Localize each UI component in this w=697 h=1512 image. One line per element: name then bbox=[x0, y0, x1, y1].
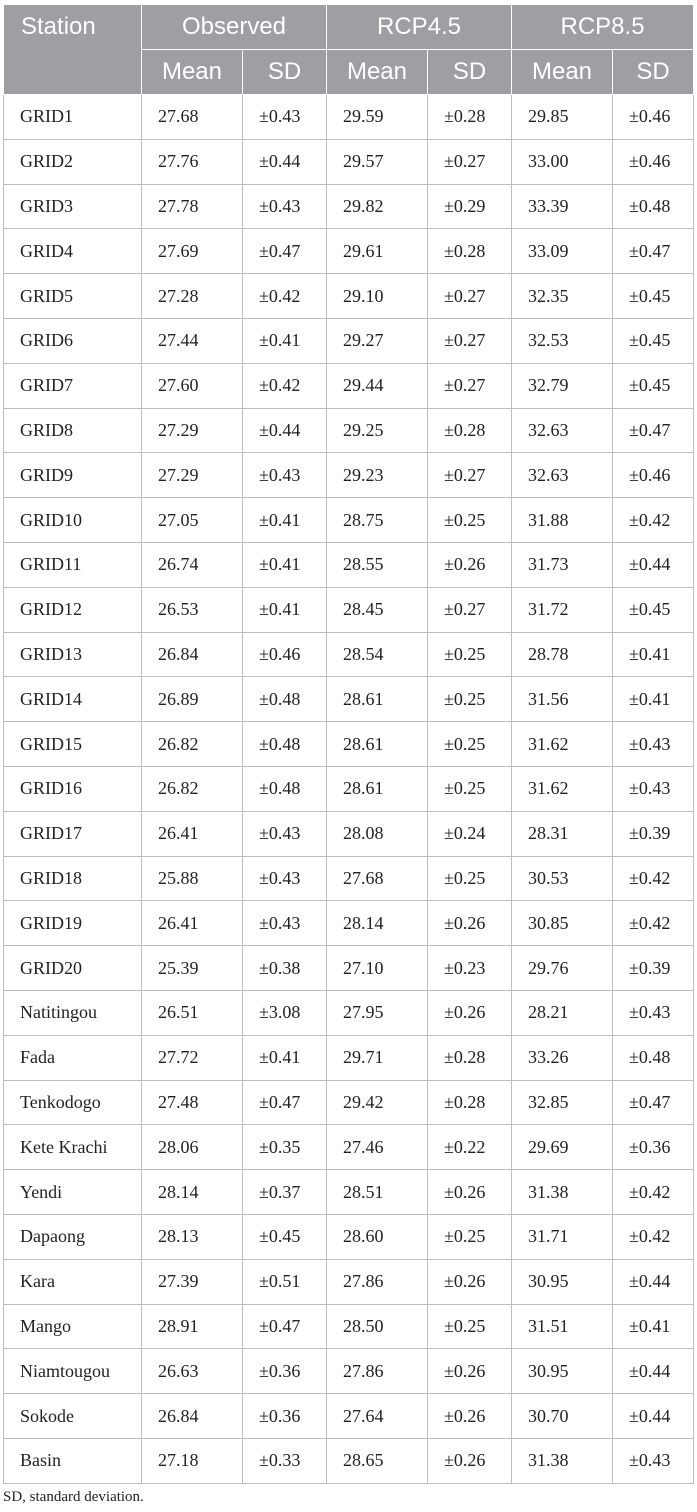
station-cell: GRID18 bbox=[4, 856, 142, 901]
rcp45-sd-cell: ±0.25 bbox=[428, 498, 512, 543]
table-row bbox=[4, 1259, 694, 1304]
rcp45-sd-cell: ±0.26 bbox=[428, 1394, 512, 1439]
rcp85-sd-cell: ±0.47 bbox=[613, 1080, 694, 1125]
observed-sd-cell: ±0.41 bbox=[243, 1035, 327, 1080]
rcp85-mean-cell: 33.39 bbox=[512, 184, 613, 229]
table-row bbox=[4, 1438, 694, 1483]
table-row bbox=[4, 498, 694, 543]
observed-sd-cell: ±0.48 bbox=[243, 722, 327, 767]
station-cell: GRID4 bbox=[4, 229, 142, 274]
rcp85-sd-cell: ±0.48 bbox=[613, 184, 694, 229]
station-cell: Tenkodogo bbox=[4, 1080, 142, 1125]
rcp45-mean-cell: 28.61 bbox=[327, 722, 428, 767]
observed-sd-cell: ±0.47 bbox=[243, 1304, 327, 1349]
rcp85-mean-cell: 28.78 bbox=[512, 632, 613, 677]
data-table bbox=[3, 4, 694, 1484]
rcp85-mean-cell: 32.63 bbox=[512, 408, 613, 453]
rcp85-sd-cell: ±0.46 bbox=[613, 95, 694, 140]
rcp85-mean-cell: 31.73 bbox=[512, 542, 613, 587]
rcp45-sd-cell: ±0.26 bbox=[428, 901, 512, 946]
observed-mean-cell: 27.48 bbox=[142, 1080, 243, 1125]
rcp85-mean-cell: 29.69 bbox=[512, 1125, 613, 1170]
observed-mean-cell: 27.29 bbox=[142, 453, 243, 498]
rcp85-sd-cell: ±0.42 bbox=[613, 856, 694, 901]
rcp85-sd-cell: ±0.45 bbox=[613, 363, 694, 408]
station-cell: GRID16 bbox=[4, 766, 142, 811]
rcp85-mean-cell: 31.56 bbox=[512, 677, 613, 722]
rcp45-group-header: RCP4.5 bbox=[327, 5, 512, 50]
table-row bbox=[4, 95, 694, 140]
station-cell: GRID3 bbox=[4, 184, 142, 229]
observed-mean-cell: 27.39 bbox=[142, 1259, 243, 1304]
rcp45-sd-cell: ±0.28 bbox=[428, 1035, 512, 1080]
rcp85-sd-cell: ±0.48 bbox=[613, 1035, 694, 1080]
rcp45-sd-cell: ±0.28 bbox=[428, 408, 512, 453]
table-footnote: SD, standard deviation. bbox=[3, 1489, 144, 1505]
station-cell: GRID20 bbox=[4, 946, 142, 991]
rcp45-mean-cell: 28.51 bbox=[327, 1170, 428, 1215]
rcp85-sd-cell: ±0.44 bbox=[613, 542, 694, 587]
table-row bbox=[4, 318, 694, 363]
rcp85-sd-cell: ±0.39 bbox=[613, 811, 694, 856]
observed-sd-cell: ±0.47 bbox=[243, 229, 327, 274]
rcp85-mean-cell: 31.38 bbox=[512, 1438, 613, 1483]
table-row bbox=[4, 363, 694, 408]
rcp85-sd-cell: ±0.45 bbox=[613, 274, 694, 319]
observed-mean-cell: 28.13 bbox=[142, 1214, 243, 1259]
rcp45-sd-cell: ±0.26 bbox=[428, 1170, 512, 1215]
rcp45-sd-cell: ±0.27 bbox=[428, 587, 512, 632]
observed-mean-cell: 26.51 bbox=[142, 990, 243, 1035]
rcp85-mean-cell: 29.76 bbox=[512, 946, 613, 991]
rcp85-mean-cell: 31.51 bbox=[512, 1304, 613, 1349]
observed-sd-cell: ±0.51 bbox=[243, 1259, 327, 1304]
observed-sd-cell: ±0.43 bbox=[243, 453, 327, 498]
rcp85-mean-cell: 30.70 bbox=[512, 1394, 613, 1439]
rcp85-sd-cell: ±0.46 bbox=[613, 453, 694, 498]
rcp85-mean-cell: 30.53 bbox=[512, 856, 613, 901]
station-cell: Niamtougou bbox=[4, 1349, 142, 1394]
table-row bbox=[4, 1080, 694, 1125]
station-cell: GRID9 bbox=[4, 453, 142, 498]
rcp45-mean-cell: 29.27 bbox=[327, 318, 428, 363]
rcp85-sd-cell: ±0.43 bbox=[613, 1438, 694, 1483]
observed-sd-cell: ±0.41 bbox=[243, 542, 327, 587]
rcp85-sd-cell: ±0.47 bbox=[613, 408, 694, 453]
observed-mean-cell: 26.89 bbox=[142, 677, 243, 722]
observed-mean-cell: 27.76 bbox=[142, 139, 243, 184]
observed-mean-cell: 26.82 bbox=[142, 766, 243, 811]
rcp85-sd-cell: ±0.43 bbox=[613, 990, 694, 1035]
observed-sd-cell: ±3.08 bbox=[243, 990, 327, 1035]
table-row bbox=[4, 722, 694, 767]
rcp85-mean-cell: 32.53 bbox=[512, 318, 613, 363]
header-row-groups bbox=[4, 5, 694, 50]
rcp45-sd-cell: ±0.27 bbox=[428, 363, 512, 408]
rcp45-mean-cell: 29.42 bbox=[327, 1080, 428, 1125]
rcp45-sd-cell: ±0.26 bbox=[428, 542, 512, 587]
observed-sd-header: SD bbox=[243, 50, 327, 95]
station-cell: GRID11 bbox=[4, 542, 142, 587]
table-row bbox=[4, 946, 694, 991]
station-cell: Kara bbox=[4, 1259, 142, 1304]
observed-sd-cell: ±0.42 bbox=[243, 363, 327, 408]
observed-mean-cell: 26.63 bbox=[142, 1349, 243, 1394]
rcp85-mean-cell: 32.79 bbox=[512, 363, 613, 408]
rcp85-mean-cell: 31.38 bbox=[512, 1170, 613, 1215]
observed-group-header: Observed bbox=[142, 5, 327, 50]
table-row bbox=[4, 408, 694, 453]
rcp45-sd-cell: ±0.25 bbox=[428, 766, 512, 811]
rcp45-mean-cell: 28.45 bbox=[327, 587, 428, 632]
station-cell: Natitingou bbox=[4, 990, 142, 1035]
rcp45-sd-cell: ±0.25 bbox=[428, 1214, 512, 1259]
observed-mean-cell: 26.53 bbox=[142, 587, 243, 632]
rcp85-mean-cell: 30.95 bbox=[512, 1259, 613, 1304]
rcp45-mean-cell: 29.44 bbox=[327, 363, 428, 408]
rcp45-sd-cell: ±0.28 bbox=[428, 229, 512, 274]
observed-mean-cell: 27.28 bbox=[142, 274, 243, 319]
station-cell: GRID1 bbox=[4, 95, 142, 140]
rcp45-sd-cell: ±0.26 bbox=[428, 1259, 512, 1304]
table-body bbox=[4, 95, 694, 1484]
rcp45-mean-cell: 27.86 bbox=[327, 1259, 428, 1304]
rcp85-sd-cell: ±0.44 bbox=[613, 1259, 694, 1304]
rcp85-mean-cell: 30.85 bbox=[512, 901, 613, 946]
rcp85-mean-cell: 31.62 bbox=[512, 766, 613, 811]
rcp85-mean-cell: 32.63 bbox=[512, 453, 613, 498]
rcp45-mean-cell: 28.61 bbox=[327, 766, 428, 811]
rcp45-mean-cell: 27.64 bbox=[327, 1394, 428, 1439]
observed-sd-cell: ±0.43 bbox=[243, 95, 327, 140]
rcp45-sd-cell: ±0.28 bbox=[428, 1080, 512, 1125]
rcp85-sd-cell: ±0.42 bbox=[613, 1170, 694, 1215]
rcp45-mean-cell: 29.25 bbox=[327, 408, 428, 453]
rcp45-sd-cell: ±0.25 bbox=[428, 632, 512, 677]
rcp45-mean-cell: 27.10 bbox=[327, 946, 428, 991]
table-row bbox=[4, 184, 694, 229]
observed-sd-cell: ±0.43 bbox=[243, 811, 327, 856]
observed-sd-cell: ±0.44 bbox=[243, 408, 327, 453]
observed-sd-cell: ±0.47 bbox=[243, 1080, 327, 1125]
rcp45-mean-cell: 27.46 bbox=[327, 1125, 428, 1170]
table-row bbox=[4, 1170, 694, 1215]
rcp85-sd-cell: ±0.41 bbox=[613, 632, 694, 677]
observed-mean-cell: 27.18 bbox=[142, 1438, 243, 1483]
rcp85-sd-cell: ±0.44 bbox=[613, 1349, 694, 1394]
rcp45-sd-cell: ±0.25 bbox=[428, 856, 512, 901]
observed-sd-cell: ±0.36 bbox=[243, 1349, 327, 1394]
table-row bbox=[4, 990, 694, 1035]
rcp45-mean-cell: 28.14 bbox=[327, 901, 428, 946]
observed-mean-cell: 27.72 bbox=[142, 1035, 243, 1080]
table-row bbox=[4, 811, 694, 856]
rcp85-sd-cell: ±0.47 bbox=[613, 229, 694, 274]
observed-mean-cell: 28.91 bbox=[142, 1304, 243, 1349]
rcp85-mean-header: Mean bbox=[512, 50, 613, 95]
rcp45-sd-cell: ±0.25 bbox=[428, 677, 512, 722]
station-cell: GRID19 bbox=[4, 901, 142, 946]
rcp85-mean-cell: 33.09 bbox=[512, 229, 613, 274]
rcp85-mean-cell: 29.85 bbox=[512, 95, 613, 140]
observed-mean-cell: 27.29 bbox=[142, 408, 243, 453]
observed-sd-cell: ±0.45 bbox=[243, 1214, 327, 1259]
rcp45-sd-cell: ±0.24 bbox=[428, 811, 512, 856]
rcp45-mean-cell: 29.71 bbox=[327, 1035, 428, 1080]
table-row bbox=[4, 453, 694, 498]
observed-sd-cell: ±0.41 bbox=[243, 498, 327, 543]
rcp45-mean-cell: 28.61 bbox=[327, 677, 428, 722]
station-cell: GRID2 bbox=[4, 139, 142, 184]
table-row bbox=[4, 856, 694, 901]
rcp85-sd-cell: ±0.45 bbox=[613, 318, 694, 363]
rcp85-sd-cell: ±0.41 bbox=[613, 677, 694, 722]
table-row bbox=[4, 542, 694, 587]
rcp85-mean-cell: 31.62 bbox=[512, 722, 613, 767]
rcp45-sd-cell: ±0.27 bbox=[428, 139, 512, 184]
rcp45-sd-cell: ±0.23 bbox=[428, 946, 512, 991]
observed-sd-cell: ±0.33 bbox=[243, 1438, 327, 1483]
observed-mean-cell: 26.84 bbox=[142, 1394, 243, 1439]
rcp45-sd-cell: ±0.26 bbox=[428, 1349, 512, 1394]
station-cell: Basin bbox=[4, 1438, 142, 1483]
station-cell: Yendi bbox=[4, 1170, 142, 1215]
rcp85-sd-cell: ±0.43 bbox=[613, 722, 694, 767]
rcp45-mean-cell: 28.75 bbox=[327, 498, 428, 543]
rcp45-sd-cell: ±0.29 bbox=[428, 184, 512, 229]
station-cell: Dapaong bbox=[4, 1214, 142, 1259]
table-row bbox=[4, 1349, 694, 1394]
observed-sd-cell: ±0.43 bbox=[243, 901, 327, 946]
rcp45-mean-cell: 29.10 bbox=[327, 274, 428, 319]
station-cell: GRID5 bbox=[4, 274, 142, 319]
rcp45-mean-cell: 27.95 bbox=[327, 990, 428, 1035]
observed-sd-cell: ±0.41 bbox=[243, 587, 327, 632]
rcp85-sd-cell: ±0.39 bbox=[613, 946, 694, 991]
observed-mean-cell: 28.14 bbox=[142, 1170, 243, 1215]
station-cell: GRID6 bbox=[4, 318, 142, 363]
observed-sd-cell: ±0.44 bbox=[243, 139, 327, 184]
rcp85-sd-cell: ±0.42 bbox=[613, 1214, 694, 1259]
observed-sd-cell: ±0.46 bbox=[243, 632, 327, 677]
station-cell: GRID12 bbox=[4, 587, 142, 632]
observed-sd-cell: ±0.48 bbox=[243, 766, 327, 811]
table-row bbox=[4, 1214, 694, 1259]
rcp45-mean-cell: 29.82 bbox=[327, 184, 428, 229]
rcp45-mean-cell: 29.59 bbox=[327, 95, 428, 140]
station-cell: Mango bbox=[4, 1304, 142, 1349]
rcp45-sd-cell: ±0.27 bbox=[428, 274, 512, 319]
rcp85-mean-cell: 32.85 bbox=[512, 1080, 613, 1125]
observed-mean-cell: 26.41 bbox=[142, 811, 243, 856]
rcp85-sd-cell: ±0.43 bbox=[613, 766, 694, 811]
station-cell: GRID17 bbox=[4, 811, 142, 856]
table-row bbox=[4, 1035, 694, 1080]
rcp85-mean-cell: 28.21 bbox=[512, 990, 613, 1035]
table-row bbox=[4, 1125, 694, 1170]
table-row bbox=[4, 139, 694, 184]
rcp45-mean-cell: 28.54 bbox=[327, 632, 428, 677]
observed-mean-cell: 27.05 bbox=[142, 498, 243, 543]
rcp85-sd-cell: ±0.41 bbox=[613, 1304, 694, 1349]
table-row bbox=[4, 274, 694, 319]
rcp45-mean-cell: 27.86 bbox=[327, 1349, 428, 1394]
station-cell: Sokode bbox=[4, 1394, 142, 1439]
table-row bbox=[4, 229, 694, 274]
observed-sd-cell: ±0.36 bbox=[243, 1394, 327, 1439]
observed-sd-cell: ±0.43 bbox=[243, 856, 327, 901]
observed-mean-cell: 26.74 bbox=[142, 542, 243, 587]
rcp45-mean-cell: 28.60 bbox=[327, 1214, 428, 1259]
rcp85-group-header: RCP8.5 bbox=[512, 5, 694, 50]
station-cell: Fada bbox=[4, 1035, 142, 1080]
rcp45-mean-cell: 28.08 bbox=[327, 811, 428, 856]
rcp85-mean-cell: 28.31 bbox=[512, 811, 613, 856]
rcp45-sd-cell: ±0.27 bbox=[428, 453, 512, 498]
rcp85-sd-header: SD bbox=[613, 50, 694, 95]
observed-mean-cell: 28.06 bbox=[142, 1125, 243, 1170]
observed-sd-cell: ±0.35 bbox=[243, 1125, 327, 1170]
station-cell: GRID15 bbox=[4, 722, 142, 767]
rcp45-mean-cell: 29.61 bbox=[327, 229, 428, 274]
rcp85-mean-cell: 33.00 bbox=[512, 139, 613, 184]
rcp85-sd-cell: ±0.42 bbox=[613, 498, 694, 543]
table-row bbox=[4, 632, 694, 677]
observed-mean-header: Mean bbox=[142, 50, 243, 95]
rcp85-mean-cell: 30.95 bbox=[512, 1349, 613, 1394]
observed-mean-cell: 25.39 bbox=[142, 946, 243, 991]
rcp45-sd-cell: ±0.25 bbox=[428, 1304, 512, 1349]
rcp45-sd-cell: ±0.25 bbox=[428, 722, 512, 767]
observed-sd-cell: ±0.48 bbox=[243, 677, 327, 722]
table-row bbox=[4, 677, 694, 722]
station-cell: GRID10 bbox=[4, 498, 142, 543]
station-cell: GRID13 bbox=[4, 632, 142, 677]
rcp85-mean-cell: 33.26 bbox=[512, 1035, 613, 1080]
observed-mean-cell: 26.84 bbox=[142, 632, 243, 677]
rcp45-mean-cell: 27.68 bbox=[327, 856, 428, 901]
rcp45-sd-cell: ±0.28 bbox=[428, 95, 512, 140]
observed-mean-cell: 26.41 bbox=[142, 901, 243, 946]
rcp85-mean-cell: 32.35 bbox=[512, 274, 613, 319]
rcp85-sd-cell: ±0.36 bbox=[613, 1125, 694, 1170]
rcp45-sd-cell: ±0.27 bbox=[428, 318, 512, 363]
rcp45-mean-cell: 29.57 bbox=[327, 139, 428, 184]
observed-mean-cell: 27.78 bbox=[142, 184, 243, 229]
observed-mean-cell: 27.60 bbox=[142, 363, 243, 408]
station-column-header: Station bbox=[4, 5, 142, 95]
observed-sd-cell: ±0.43 bbox=[243, 184, 327, 229]
observed-sd-cell: ±0.41 bbox=[243, 318, 327, 363]
observed-sd-cell: ±0.37 bbox=[243, 1170, 327, 1215]
rcp45-sd-cell: ±0.22 bbox=[428, 1125, 512, 1170]
rcp85-sd-cell: ±0.42 bbox=[613, 901, 694, 946]
rcp85-sd-cell: ±0.44 bbox=[613, 1394, 694, 1439]
observed-mean-cell: 26.82 bbox=[142, 722, 243, 767]
station-cell: Kete Krachi bbox=[4, 1125, 142, 1170]
observed-sd-cell: ±0.38 bbox=[243, 946, 327, 991]
station-cell: GRID7 bbox=[4, 363, 142, 408]
observed-mean-cell: 27.69 bbox=[142, 229, 243, 274]
rcp45-sd-header: SD bbox=[428, 50, 512, 95]
observed-mean-cell: 27.44 bbox=[142, 318, 243, 363]
observed-mean-cell: 27.68 bbox=[142, 95, 243, 140]
rcp45-mean-cell: 28.65 bbox=[327, 1438, 428, 1483]
rcp45-sd-cell: ±0.26 bbox=[428, 990, 512, 1035]
rcp85-mean-cell: 31.88 bbox=[512, 498, 613, 543]
station-cell: GRID8 bbox=[4, 408, 142, 453]
observed-mean-cell: 25.88 bbox=[142, 856, 243, 901]
rcp45-mean-header: Mean bbox=[327, 50, 428, 95]
table-row bbox=[4, 1394, 694, 1439]
station-cell: GRID14 bbox=[4, 677, 142, 722]
rcp45-mean-cell: 28.50 bbox=[327, 1304, 428, 1349]
rcp85-mean-cell: 31.71 bbox=[512, 1214, 613, 1259]
table-header bbox=[4, 5, 694, 95]
table-row bbox=[4, 901, 694, 946]
rcp45-mean-cell: 29.23 bbox=[327, 453, 428, 498]
rcp85-sd-cell: ±0.45 bbox=[613, 587, 694, 632]
table-row bbox=[4, 587, 694, 632]
rcp85-sd-cell: ±0.46 bbox=[613, 139, 694, 184]
observed-sd-cell: ±0.42 bbox=[243, 274, 327, 319]
rcp85-mean-cell: 31.72 bbox=[512, 587, 613, 632]
rcp45-sd-cell: ±0.26 bbox=[428, 1438, 512, 1483]
table-row bbox=[4, 766, 694, 811]
table-row bbox=[4, 1304, 694, 1349]
rcp45-mean-cell: 28.55 bbox=[327, 542, 428, 587]
